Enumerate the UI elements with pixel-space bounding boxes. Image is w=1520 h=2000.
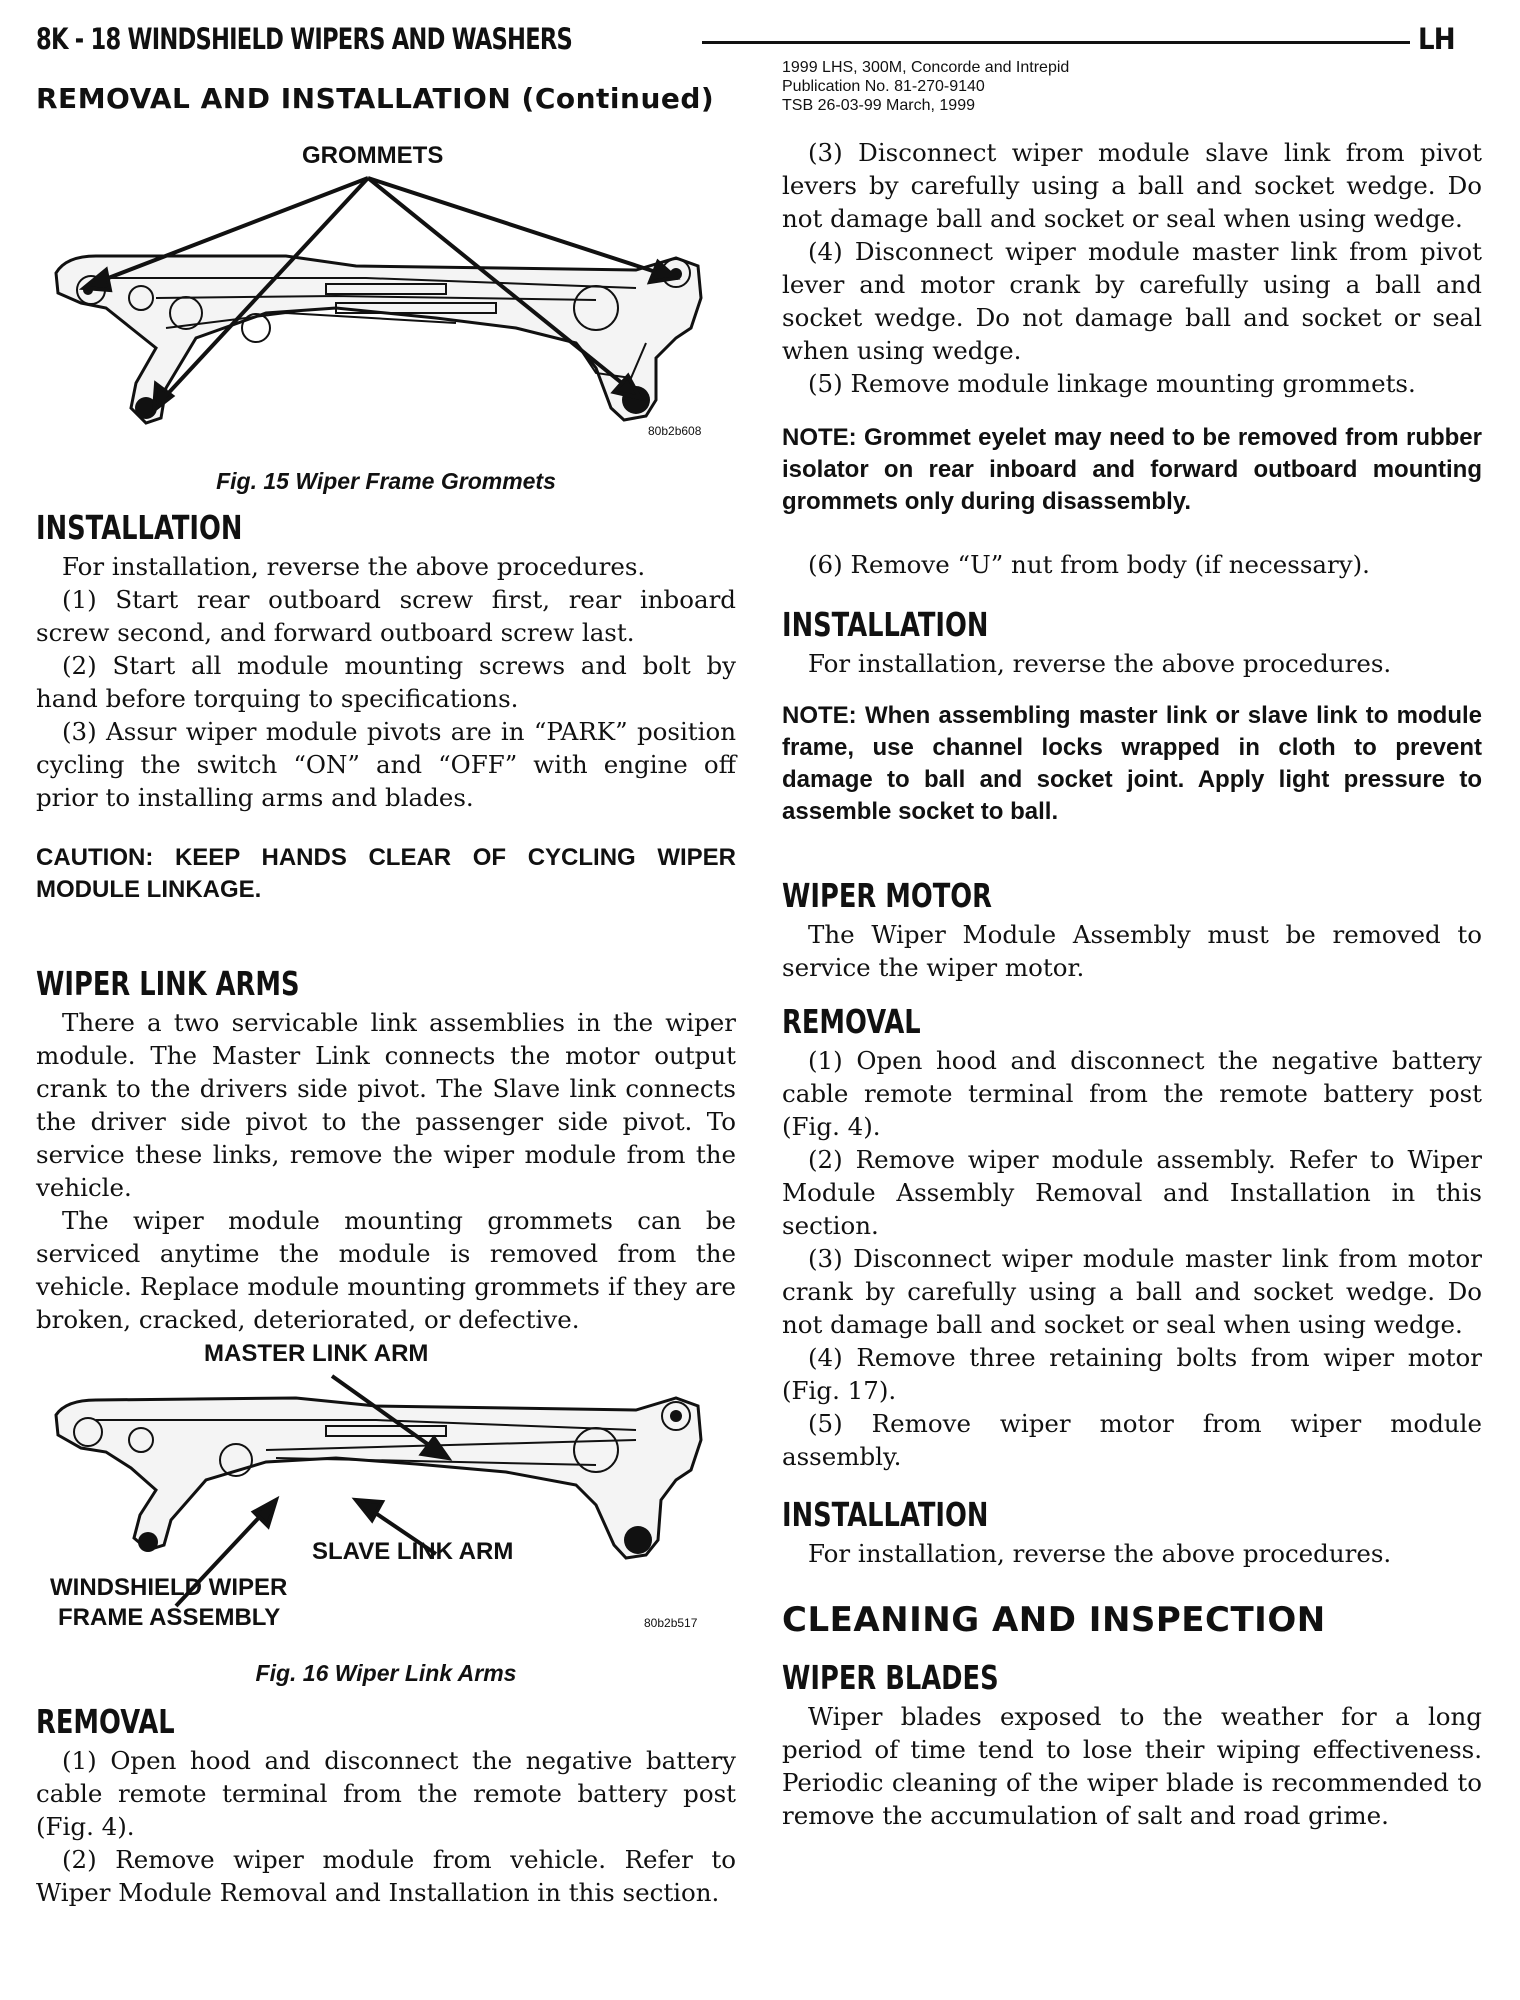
section-code: LH <box>1418 22 1455 56</box>
paragraph: (1) Start rear outboard screw first, rear inboard screw second, and forward outboard screw last. <box>36 585 736 647</box>
figure-16-caption: Fig. 16 Wiper Link Arms <box>255 1660 517 1686</box>
paragraph: (6) Remove “U” nut from body (if necessary). <box>808 550 1370 579</box>
wiper-motor-heading: WIPER MOTOR <box>782 876 992 915</box>
wiper-link-arms-heading: WIPER LINK ARMS <box>36 964 300 1003</box>
pub-line: 1999 LHS, 300M, Concorde and Intrepid <box>782 59 1070 76</box>
figure-label-frame-2: FRAME ASSEMBLY <box>58 1604 281 1631</box>
paragraph: The Wiper Module Assembly must be removed to service the wiper motor. <box>782 920 1482 982</box>
paragraph: (1) Open hood and disconnect the negative battery cable remote terminal from the remote battery post (Fig. 4). <box>36 1746 736 1841</box>
paragraph: (2) Remove wiper module from vehicle. Refer to Wiper Module Removal and Installation in this section. <box>36 1845 736 1907</box>
header-rule <box>702 41 1410 44</box>
paragraph: The wiper module mounting grommets can be serviced anytime the module is removed from the vehicle. Replace module mounting grommets if they are broken, cracked, deteriorated, or defective. <box>36 1206 736 1334</box>
figure-label-master-link: MASTER LINK ARM <box>204 1340 429 1367</box>
paragraph: (5) Remove module linkage mounting grommets. <box>808 369 1416 398</box>
left-column <box>36 508 736 1336</box>
note-assembly: NOTE: When assembling master link or slave link to module frame, use channel locks wrapped in cloth to prevent damage to ball and socket joint. Apply light pressure to assemble socket to ball. <box>782 702 1482 825</box>
figure-16 <box>36 1340 736 1640</box>
publication-info <box>782 58 1069 115</box>
paragraph: (2) Remove wiper module assembly. Refer to Wiper Module Assembly Removal and Installation in this section. <box>782 1145 1482 1240</box>
paragraph: For installation, reverse the above procedures. <box>62 552 646 581</box>
wiper-frame-drawing <box>36 138 736 448</box>
paragraph: (4) Disconnect wiper module master link from pivot lever and motor crank by carefully using a ball and socket wedge. Do not damage ball and socket or seal when using wedge. <box>782 237 1482 365</box>
note-grommet: NOTE: Grommet eyelet may need to be removed from rubber isolator on rear inboard and forward outboard mounting grommets only during disassembly. <box>782 424 1482 515</box>
figure-15-caption: Fig. 15 Wiper Frame Grommets <box>216 468 556 494</box>
figure-15 <box>36 138 736 448</box>
right-column <box>782 136 1482 1832</box>
installation-heading: INSTALLATION <box>782 1495 989 1534</box>
paragraph: (3) Disconnect wiper module slave link from pivot levers by carefully using a ball and socket wedge. Do not damage ball and socket or seal when using wedge. <box>782 138 1482 233</box>
caution-note: CAUTION: KEEP HANDS CLEAR OF CYCLING WIPER MODULE LINKAGE. <box>36 844 736 903</box>
installation-heading: INSTALLATION <box>782 605 989 644</box>
figure-label-grommets: GROMMETS <box>302 142 444 169</box>
section-banner: REMOVAL AND INSTALLATION (Continued) <box>36 82 715 115</box>
paragraph: (3) Assur wiper module pivots are in “PARK” position cycling the switch “ON” and “OFF” with engine off prior to installing arms and blades. <box>36 717 736 812</box>
figure-label-frame-1: WINDSHIELD WIPER <box>50 1574 288 1601</box>
page-title: 8K - 18 WINDSHIELD WIPERS AND WASHERS <box>36 22 573 56</box>
paragraph: Wiper blades exposed to the weather for a long period of time tend to lose their wiping effectiveness. Periodic cleaning of the wiper blade is recommended to remove the accumulation of salt and road grime. <box>782 1702 1482 1830</box>
paragraph: For installation, reverse the above procedures. <box>808 1539 1392 1568</box>
paragraph: (4) Remove three retaining bolts from wiper motor (Fig. 17). <box>782 1343 1482 1405</box>
paragraph: There a two servicable link assemblies in the wiper module. The Master Link connects the motor output crank to the drivers side pivot. The Slave link connects the driver side pivot to the passenger side pivot. To service these links, remove the wiper module from the vehicle. <box>36 1008 736 1202</box>
figure-label-slave-link: SLAVE LINK ARM <box>312 1538 514 1565</box>
paragraph: For installation, reverse the above procedures. <box>808 649 1392 678</box>
removal-heading: REMOVAL <box>36 1702 175 1741</box>
left-column-removal <box>36 1702 736 1909</box>
paragraph: (3) Disconnect wiper module master link from motor crank by carefully using a ball and socket wedge. Do not damage ball and socket or seal when using wedge. <box>782 1244 1482 1339</box>
figure-code: 80b2b608 <box>648 424 702 438</box>
removal-heading: REMOVAL <box>782 1002 921 1041</box>
paragraph: (1) Open hood and disconnect the negative battery cable remote terminal from the remote battery post (Fig. 4). <box>782 1046 1482 1141</box>
installation-heading: INSTALLATION <box>36 508 243 547</box>
wiper-blades-heading: WIPER BLADES <box>782 1658 999 1697</box>
cleaning-inspection-heading: CLEANING AND INSPECTION <box>782 1600 1326 1640</box>
pub-line: TSB 26-03-99 March, 1999 <box>782 97 975 114</box>
figure-code: 80b2b517 <box>644 1616 698 1630</box>
paragraph: (5) Remove wiper motor from wiper module assembly. <box>782 1409 1482 1471</box>
paragraph: (2) Start all module mounting screws and bolt by hand before torquing to specifications. <box>36 651 736 713</box>
pub-line: Publication No. 81-270-9140 <box>782 78 985 95</box>
